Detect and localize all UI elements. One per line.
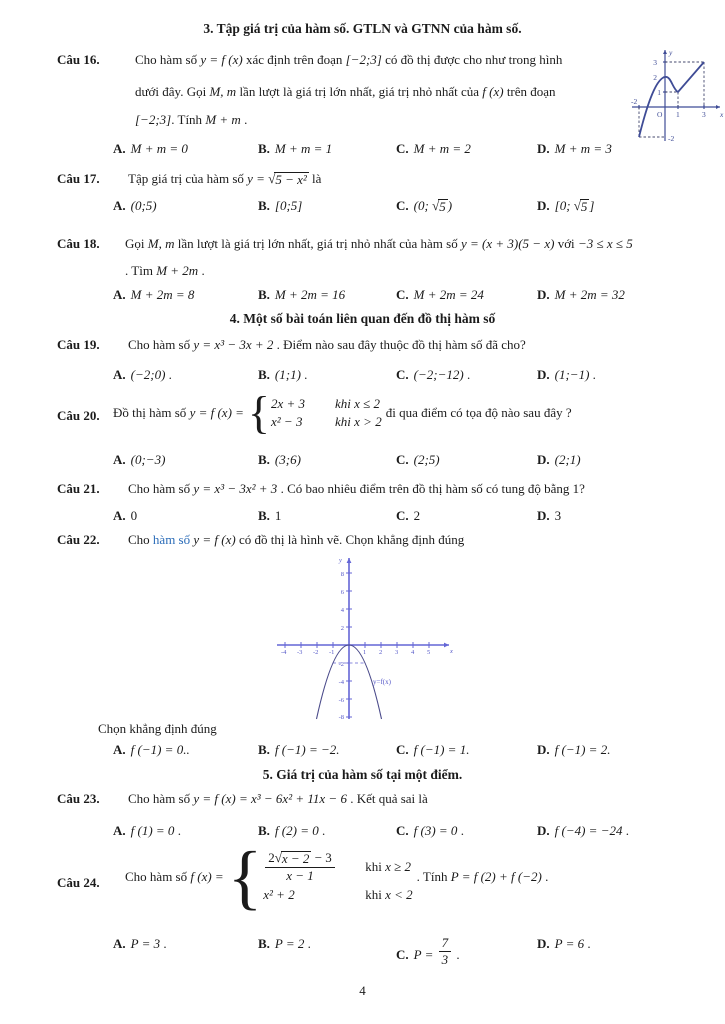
case-1-condition: khi x ≤ 2 [335,395,381,411]
question-20-option-d: D. (2;1) [537,452,581,467]
q22-ytick: -4 [338,679,344,686]
question-23-option-b: B. f (2) = 0 . [258,823,326,838]
question-19-option-c: C. (−2;−12) . [396,367,471,382]
question-17-option-d: D. [0; √ 5 ] [537,198,595,214]
cases-brace-icon [248,392,270,433]
question-21-option-c: C. 2 [396,508,421,523]
question-16-option-b: B. M + m = 1 [258,141,333,156]
question-18-line-1: Gọi M, m lần lượt là giá trị lớn nhất, giá trị nhỏ nhất của hàm số y = (x + 3)(5 − x) với −3 ≤ x ≤ 5 [125,236,633,251]
question-22-option-d: D. f (−1) = 2. [537,742,611,757]
question-16-line-2: dưới đây. Gọi M, m lần lượt là giá trị lớn nhất, giá trị nhỏ nhất của f (x) trên đoạn [135,84,556,99]
question-24-option-d: D. P = 6 . [537,936,591,951]
question-20-prefix: Đồ thị hàm số y = f (x) = [113,404,244,420]
question-20-option-c: C. (2;5) [396,452,440,467]
q16-origin-label: O [657,110,663,119]
q22-ytick: 2 [340,625,344,632]
q16-x-axis-label: x [720,110,724,119]
case-2-expression: x² − 3 [271,413,303,429]
question-20-label: Câu 20. [57,408,100,423]
page-number: 4 [359,983,366,998]
question-17-line-1: Tập giá trị của hàm số y = √ 5 − x² là [128,171,322,187]
q22-y-axis-label: y [339,557,342,564]
question-17-option-a: A. (0;5) [113,198,157,213]
q22-xtick: 3 [395,649,399,656]
q22-ytick: -8 [338,714,344,720]
q22-xtick: -1 [329,649,335,656]
q16-tick-x3: 3 [702,110,706,119]
q22-ytick: -6 [338,697,344,704]
question-24-option-c: C. P = $\frac{7}{3}$ . [396,935,460,968]
question-21-label: Câu 21. [57,481,100,496]
q22-xtick: -3 [297,649,303,656]
section-5-heading: 5. Giá trị của hàm số tại một điểm. [262,767,463,782]
question-24-option-b: B. P = 2 . [258,936,311,951]
question-22-line-1: Cho hàm số y = f (x) có đồ thị là hình vẽ. Chọn khẳng định đúng [128,532,465,547]
question-24-body [125,845,548,909]
question-24-piecewise [228,845,413,910]
question-19-line-1: Cho hàm số y = x³ − 3x + 2 . Điểm nào sau đây thuộc đồ thị hàm số đã cho? [128,337,526,352]
question-22-option-b: B. f (−1) = −2. [258,742,340,757]
question-16-option-d: D. M + m = 3 [537,141,612,156]
question-24-suffix: . Tính P = f (2) + f (−2) . [416,868,549,884]
case-1-expression: 2 √ x − 2 − 3 x − 1 [263,851,355,884]
question-16-graph [628,45,725,145]
q16-tick-y2: 2 [653,73,657,82]
question-23-label: Câu 23. [57,791,100,806]
question-18-option-d: D. M + 2m = 32 [537,287,625,302]
q22-xtick: -4 [281,649,287,656]
question-21-line-1: Cho hàm số y = x³ − 3x² + 3 . Có bao nhiêu điểm trên đồ thị hàm số có tung độ bằng 1? [128,481,585,496]
question-22-option-a: A. f (−1) = 0.. [113,742,190,757]
question-22-option-c: C. f (−1) = 1. [396,742,470,757]
question-20-option-a: A. (0;−3) [113,452,166,467]
q22-ytick: 8 [340,571,344,578]
question-19-option-a: A. (−2;0) . [113,367,172,382]
question-16-option-c: C. M + m = 2 [396,141,471,156]
case-1-expression: 2x + 3 [271,395,306,411]
q22-xtick: 1 [363,649,367,656]
question-18-option-b: B. M + 2m = 16 [258,287,346,302]
q16-curve [639,62,704,137]
question-21-option-d: D. 3 [537,508,562,523]
case-2-expression: x² + 2 [263,887,295,903]
question-18-line-2: . Tìm M + 2m . [125,263,205,278]
q16-tick-y1: 1 [657,88,661,97]
question-23-option-a: A. f (1) = 0 . [113,823,181,838]
q16-tick-y3: 3 [653,58,657,67]
section-3-heading: 3. Tập giá trị của hàm số. GTLN và GTNN của hàm số. [203,21,522,36]
question-20-option-b: B. (3;6) [258,452,301,467]
question-23-line-1: Cho hàm số y = f (x) = x³ − 6x² + 11x − 6 . Kết quả sai là [128,791,428,806]
question-21-option-b: B. 1 [258,508,282,523]
case-2-condition: khi x > 2 [335,413,382,429]
q22-xtick: 5 [427,649,431,656]
question-17-label: Câu 17. [57,171,100,186]
cases-brace-icon [228,845,263,910]
question-16-option-a: A. M + m = 0 [113,141,188,156]
question-23-option-c: C. f (3) = 0 . [396,823,464,838]
question-22-graph [273,550,458,720]
question-21-option-a: A. 0 [113,508,138,523]
q22-x-axis-label: x [450,648,453,655]
case-2-condition: khi x < 2 [365,887,413,903]
question-17-option-b: B. [0;5] [258,198,303,213]
question-18-label: Câu 18. [57,236,100,251]
question-20-piecewise [248,392,382,433]
question-16-line-1: Cho hàm số y = f (x) xác định trên đoạn [−2;3] có đồ thị được cho như trong hình [135,52,563,67]
question-20-body [113,390,572,436]
question-19-option-b: B. (1;1) . [258,367,308,382]
question-23-option-d: D. f (−4) = −24 . [537,823,629,838]
q22-ytick: 4 [340,607,344,614]
section-4-heading: 4. Một số bài toán liên quan đến đồ thị hàm số [229,311,496,326]
question-17-option-c: C. (0; √ 5 ) [396,198,453,214]
question-24-label: Câu 24. [57,875,100,890]
question-19-option-d: D. (1;−1) . [537,367,596,382]
question-18-option-a: A. M + 2m = 8 [113,287,195,302]
q16-y-axis-label: y [669,48,673,57]
q22-xtick: -2 [313,649,319,656]
question-22-prompt: Chọn khẳng định đúng [98,721,217,736]
question-16-label: Câu 16. [57,52,100,67]
question-24-option-a: A. P = 3 . [113,936,167,951]
q22-xtick: 4 [411,649,415,656]
q22-xtick: 2 [379,649,383,656]
case-1-condition: khi x ≥ 2 [365,858,412,874]
q22-ytick: -2 [338,661,344,668]
question-24-prefix: Cho hàm số f (x) = [125,868,224,884]
question-19-label: Câu 19. [57,337,100,352]
q22-curve-label: y=f(x) [373,678,391,686]
q16-tick-ym2: -2 [668,134,675,143]
question-22-label: Câu 22. [57,532,100,547]
question-20-suffix: đi qua điểm có tọa độ nào sau đây ? [385,404,572,420]
question-18-option-c: C. M + 2m = 24 [396,287,484,302]
q22-ytick: 6 [340,589,344,596]
question-16-line-3: [−2;3]. Tính M + m . [135,112,248,127]
q16-tick-x1: 1 [676,110,680,119]
q16-tick-xm2: -2 [631,97,638,106]
